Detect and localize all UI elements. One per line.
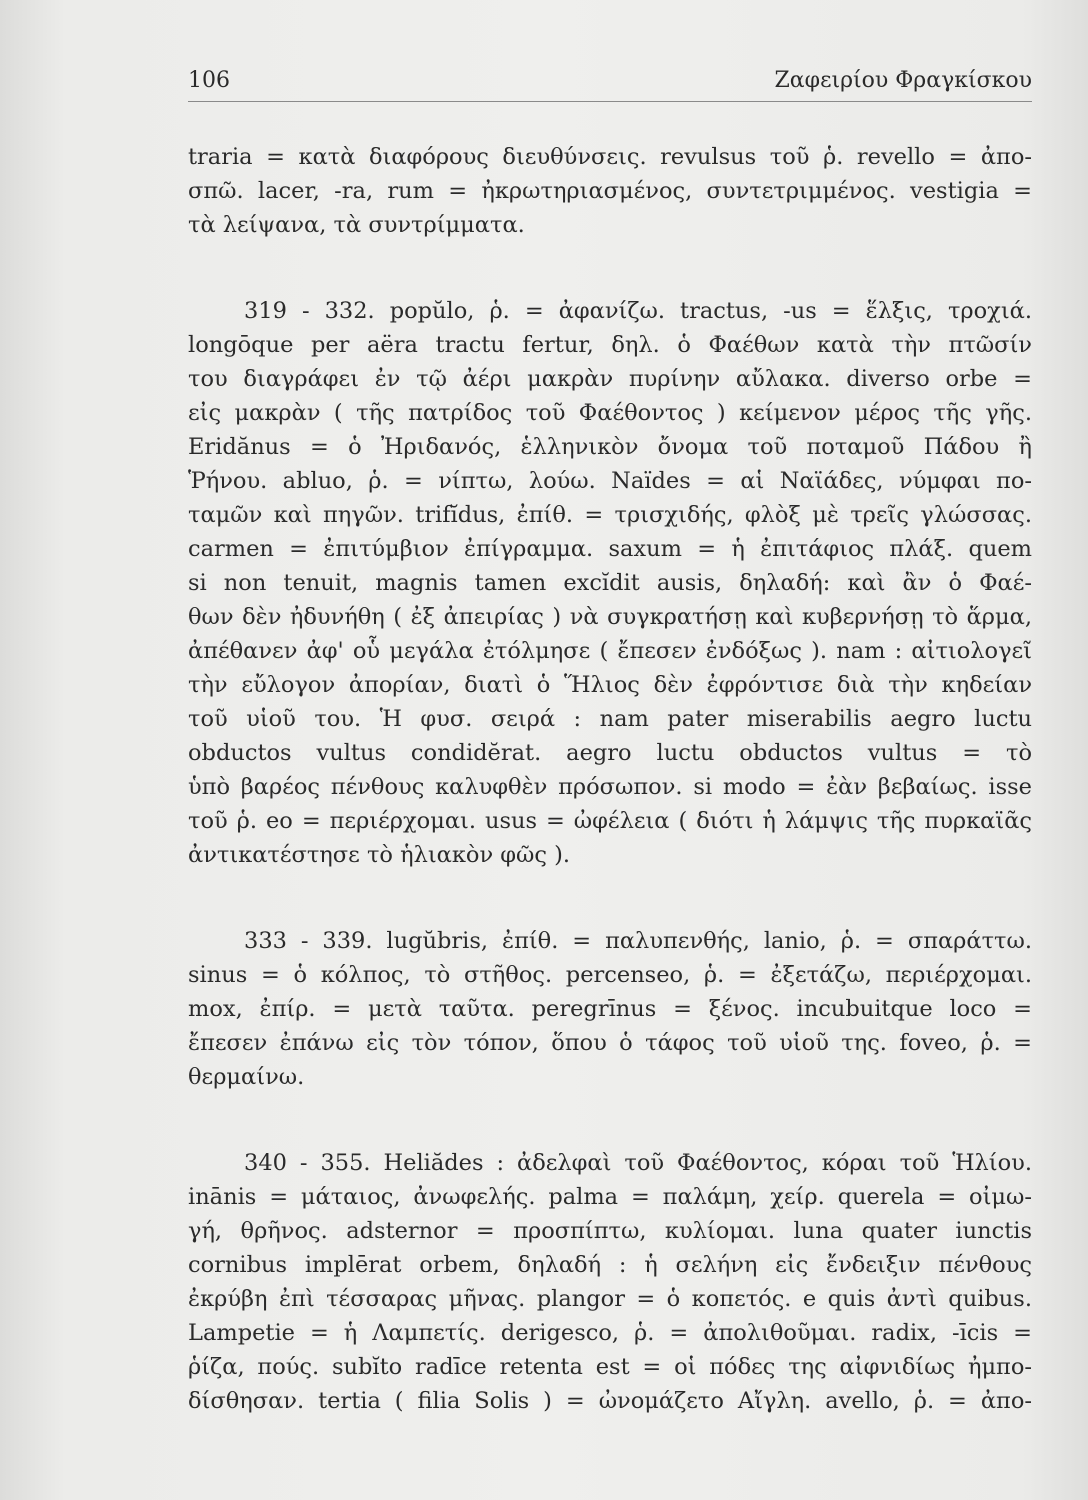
paragraph-gap <box>188 242 1032 294</box>
text-line: longōque per aëra tractu fertur, δηλ. ὁ Φαέθων κατὰ τὴν πτῶσίν <box>188 332 1032 358</box>
paragraph-gap <box>188 872 1032 924</box>
text-line: sinus = ὁ κόλπος, τὸ στῆθος. percenseo, ῥ. = ἐξετάζω, περιέρχομαι. <box>188 962 1032 988</box>
text-line: mox, ἐπίρ. = μετὰ ταῦτα. peregrīnus = ξένος. incubuitque loco = <box>188 996 1032 1022</box>
text-line: τὰ λείψανα, τὰ συντρίμματα. <box>188 212 525 238</box>
text-line: ἐκρύβη ἐπὶ τέσσαρας μῆνας. plangor = ὁ κοπετός. e quis ἀντὶ quibus. <box>188 1286 1032 1312</box>
text-line: γή, θρῆνος. adsternor = προσπίπτω, κυλίομαι. luna quater iunctis <box>188 1218 1032 1244</box>
running-head: Ζαφειρίου Φραγκίσκου <box>774 68 1032 93</box>
page-header <box>188 66 1032 100</box>
header-rule <box>188 101 1032 102</box>
text-line: δίσθησαν. tertia ( filia Solis ) = ὠνομάζετο Αἴγλη. avello, ῥ. = ἀπο- <box>188 1388 1032 1414</box>
text-line: traria = κατὰ διαφόρους διευθύνσεις. revulsus τοῦ ῥ. revello = ἀπο- <box>188 144 1032 170</box>
paragraph-gap <box>188 1094 1032 1146</box>
paragraph-1 <box>188 140 1032 242</box>
text-line: σπῶ. lacer, -ra, rum = ἠκρωτηριασμένος, συντετριμμένος. vestigia = <box>188 178 1032 204</box>
page-number: 106 <box>188 68 230 93</box>
text-line: ἀπέθανεν ἀφ' οὗ μεγάλα ἐτόλμησε ( ἔπεσεν ἐνδόξως ). nam : αἰτιολογεῖ <box>188 638 1032 664</box>
text-line: ῥίζα, πούς. subĭto radīce retenta est = οἱ πόδες της αἰφνιδίως ἠμπο- <box>188 1354 1032 1380</box>
text-line: Ῥήνου. abluo, ῥ. = νίπτω, λούω. Naïdes = αἱ Ναϊάδες, νύμφαι πο- <box>188 468 1032 494</box>
text-line: 333 - 339. lugŭbris, ἐπίθ. = παλυπενθής, lanio, ῥ. = σπαράττω. <box>244 928 1032 954</box>
text-line: τοῦ υἱοῦ του. Ἡ φυσ. σειρά : nam pater miserabilis aegro luctu <box>188 706 1032 732</box>
text-line: ὑπὸ βαρέος πένθους καλυφθὲν πρόσωπον. si modo = ἐὰν βεβαίως. isse <box>188 774 1032 800</box>
paragraph-3 <box>188 924 1032 1094</box>
text-line: τὴν εὔλογον ἀπορίαν, διατὶ ὁ Ἥλιος δὲν ἐφρόντισε διὰ τὴν κηδείαν <box>188 672 1032 698</box>
text-line: ταμῶν καὶ πηγῶν. trifĭdus, ἐπίθ. = τρισχιδής, φλὸξ μὲ τρεῖς γλώσσας. <box>188 502 1032 528</box>
text-line: θων δὲν ἠδυνήθη ( ἐξ ἀπειρίας ) νὰ συγκρατήσῃ καὶ κυβερνήσῃ τὸ ἅρμα, <box>188 604 1032 630</box>
text-line: obductos vultus condidĕrat. aegro luctu obductos vultus = τὸ <box>188 740 1032 766</box>
text-line: 340 - 355. Heliădes : ἀδελφαὶ τοῦ Φαέθοντος, κόραι τοῦ Ἡλίου. <box>244 1150 1032 1176</box>
text-line: ἔπεσεν ἐπάνω εἰς τὸν τόπον, ὅπου ὁ τάφος τοῦ υἱοῦ της. foveo, ῥ. = <box>188 1030 1032 1056</box>
text-line: του διαγράφει ἐν τῷ ἀέρι μακρὰν πυρίνην αὔλακα. diverso orbe = <box>188 366 1032 392</box>
text-line: Lampetie = ἡ Λαμπετίς. derigesco, ῥ. = ἀπολιθοῦμαι. radix, -īcis = <box>188 1320 1032 1346</box>
text-line: εἰς μακρὰν ( τῆς πατρίδος τοῦ Φαέθοντος ) κείμενον μέρος τῆς γῆς. <box>188 400 1032 426</box>
text-line: cornibus implērat orbem, δηλαδή : ἡ σελήνη εἰς ἔνδειξιν πένθους <box>188 1252 1032 1278</box>
text-line: τοῦ ῥ. eo = περιέρχομαι. usus = ὠφέλεια ( διότι ἡ λάμψις τῆς πυρκαϊᾶς <box>188 808 1032 834</box>
paragraph-4 <box>188 1146 1032 1418</box>
text-line: ἀντικατέστησε τὸ ἡλιακὸν φῶς ). <box>188 842 571 868</box>
text-line: si non tenuit, magnis tamen excĭdit ausis, δηλαδή: καὶ ἂν ὁ Φαέ- <box>188 570 1032 596</box>
text-line: Eridănus = ὁ Ἠριδανός, ἑλληνικὸν ὄνομα τοῦ ποταμοῦ Πάδου ἢ <box>188 434 1032 460</box>
body-text <box>188 140 1032 1418</box>
text-line: 319 - 332. popŭlo, ῥ. = ἀφανίζω. tractus, -us = ἕλξις, τροχιά. <box>244 298 1032 324</box>
text-line: θερμαίνω. <box>188 1064 305 1090</box>
text-line: carmen = ἐπιτύμβιον ἐπίγραμμα. saxum = ἡ ἐπιτάφιος πλάξ. quem <box>188 536 1032 562</box>
text-line: inānis = μάταιος, ἀνωφελής. palma = παλάμη, χείρ. querela = οἰμω- <box>188 1184 1032 1210</box>
paragraph-2 <box>188 294 1032 872</box>
